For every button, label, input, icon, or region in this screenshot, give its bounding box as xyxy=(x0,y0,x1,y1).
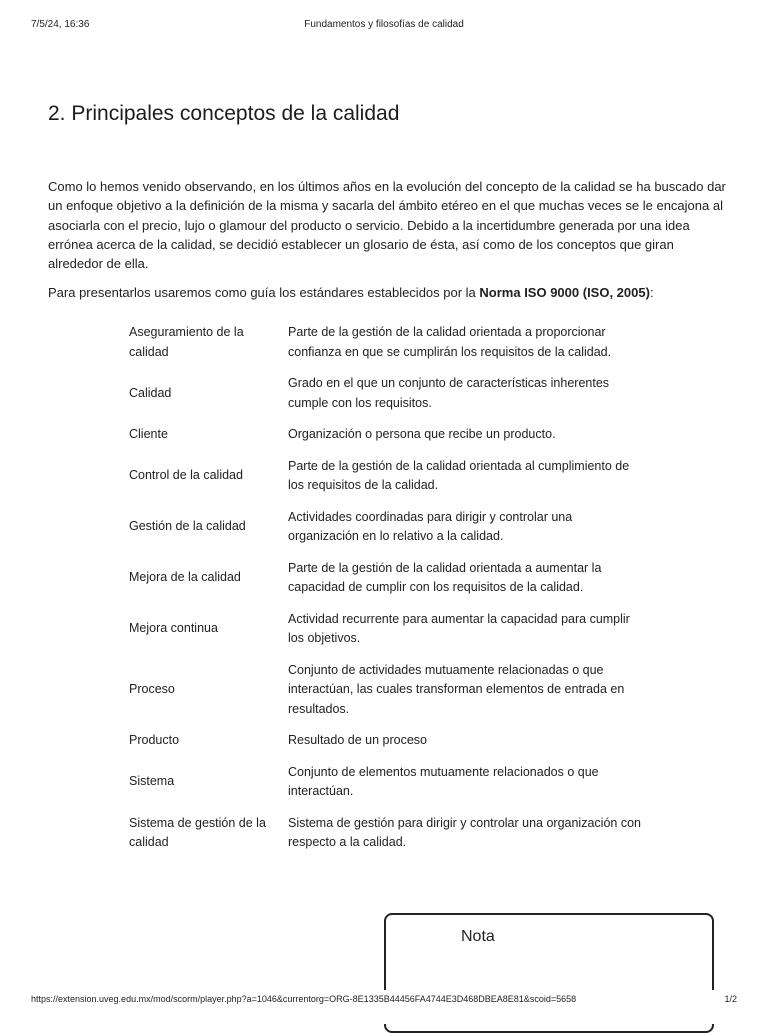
print-footer xyxy=(0,990,768,1024)
glossary-definition: Parte de la gestión de la calidad orientada al cumplimiento de los requisitos de la calidad. xyxy=(288,458,630,492)
lead-paragraph xyxy=(48,283,728,302)
glossary-row xyxy=(121,655,651,726)
glossary-term: Producto xyxy=(129,733,180,747)
glossary-term: Sistema xyxy=(129,774,175,789)
glossary-term: Mejora de la calidad xyxy=(129,570,241,585)
page-title: 2. Principales conceptos de la calidad xyxy=(48,102,400,125)
glossary-definition: Conjunto de elementos mutuamente relacionados o que interactúan. xyxy=(288,764,599,798)
glossary-definition: Conjunto de actividades mutuamente relacionadas o que interactúan, las cuales transforman elementos de entrada en resultados. xyxy=(288,662,625,716)
glossary-row xyxy=(121,553,651,604)
lead-text: Para presentarlos usaremos como guía los estándares establecidos por la xyxy=(48,285,480,300)
glossary-row xyxy=(121,725,651,757)
lead-colon: : xyxy=(649,285,654,300)
glossary-term: Gestión de la calidad xyxy=(129,519,246,534)
page-number: 1/2 xyxy=(724,994,737,1004)
glossary-definition: Sistema de gestión para dirigir y controlar una organización con respecto a la calidad. xyxy=(288,815,641,849)
glossary-row xyxy=(121,757,651,808)
glossary-definition: Grado en el que un conjunto de características inherentes cumple con los requisitos. xyxy=(288,376,610,410)
glossary-definition: Parte de la gestión de la calidad orientada a aumentar la capacidad de cumplir con los requisitos de la calidad. xyxy=(288,560,602,594)
glossary-row xyxy=(121,451,651,502)
glossary-definition: Parte de la gestión de la calidad orientada a proporcionar confianza en que se cumplirán los requisitos de la calidad. xyxy=(288,325,612,359)
glossary-term: Calidad xyxy=(129,385,172,400)
glossary-definition: Actividades coordinadas para dirigir y controlar una organización en lo relativo a la calidad. xyxy=(288,509,573,543)
glossary-term: Proceso xyxy=(129,682,175,696)
print-datetime: 7/5/24, 16:36 xyxy=(31,19,90,30)
page-url: https://extension.uveg.edu.mx/mod/scorm/player.php?a=1046&currentorg=ORG-8E1335B44456FA4744E3D468DBEA8E81&scoid=5658 xyxy=(31,994,577,1004)
norm-reference: Norma ISO 9000 (ISO, 2005) xyxy=(479,285,650,300)
glossary-term: Aseguramiento de la calidad xyxy=(129,325,244,359)
glossary-row xyxy=(121,368,651,419)
glossary-term: Control de la calidad xyxy=(129,468,243,483)
glossary-table xyxy=(121,317,651,859)
glossary-term: Cliente xyxy=(129,427,168,441)
glossary-row xyxy=(121,808,651,859)
glossary-definition: Actividad recurrente para aumentar la capacidad para cumplir los objetivos. xyxy=(288,611,630,645)
glossary-definition: Organización o persona que recibe un producto. xyxy=(288,427,556,441)
intro-paragraph: Como lo hemos venido observando, en los últimos años en la evolución del concepto de la calidad se ha buscado dar un enfoque objetivo a la definición de la misma y sacarla del ámbito etéreo en el que muchas veces se le encajona al asociarla con el precio, lujo o glamour del producto o servicio. Debido a la incertidumbre generada por una idea errónea acerca de la calidad, se decidió establecer un glosario de ésta, así como de los conceptos que giran alrededor de ella. xyxy=(48,179,726,272)
print-doc-title: Fundamentos y filosofías de calidad xyxy=(304,19,464,30)
glossary-row xyxy=(121,419,651,451)
glossary-row xyxy=(121,317,651,368)
glossary-definition: Resultado de un proceso xyxy=(288,733,427,747)
glossary-row xyxy=(121,502,651,553)
glossary-term: Mejora continua xyxy=(129,621,218,636)
glossary-term: Sistema de gestión de la calidad xyxy=(129,815,266,849)
glossary-row xyxy=(121,604,651,655)
note-title: Nota xyxy=(461,928,495,945)
